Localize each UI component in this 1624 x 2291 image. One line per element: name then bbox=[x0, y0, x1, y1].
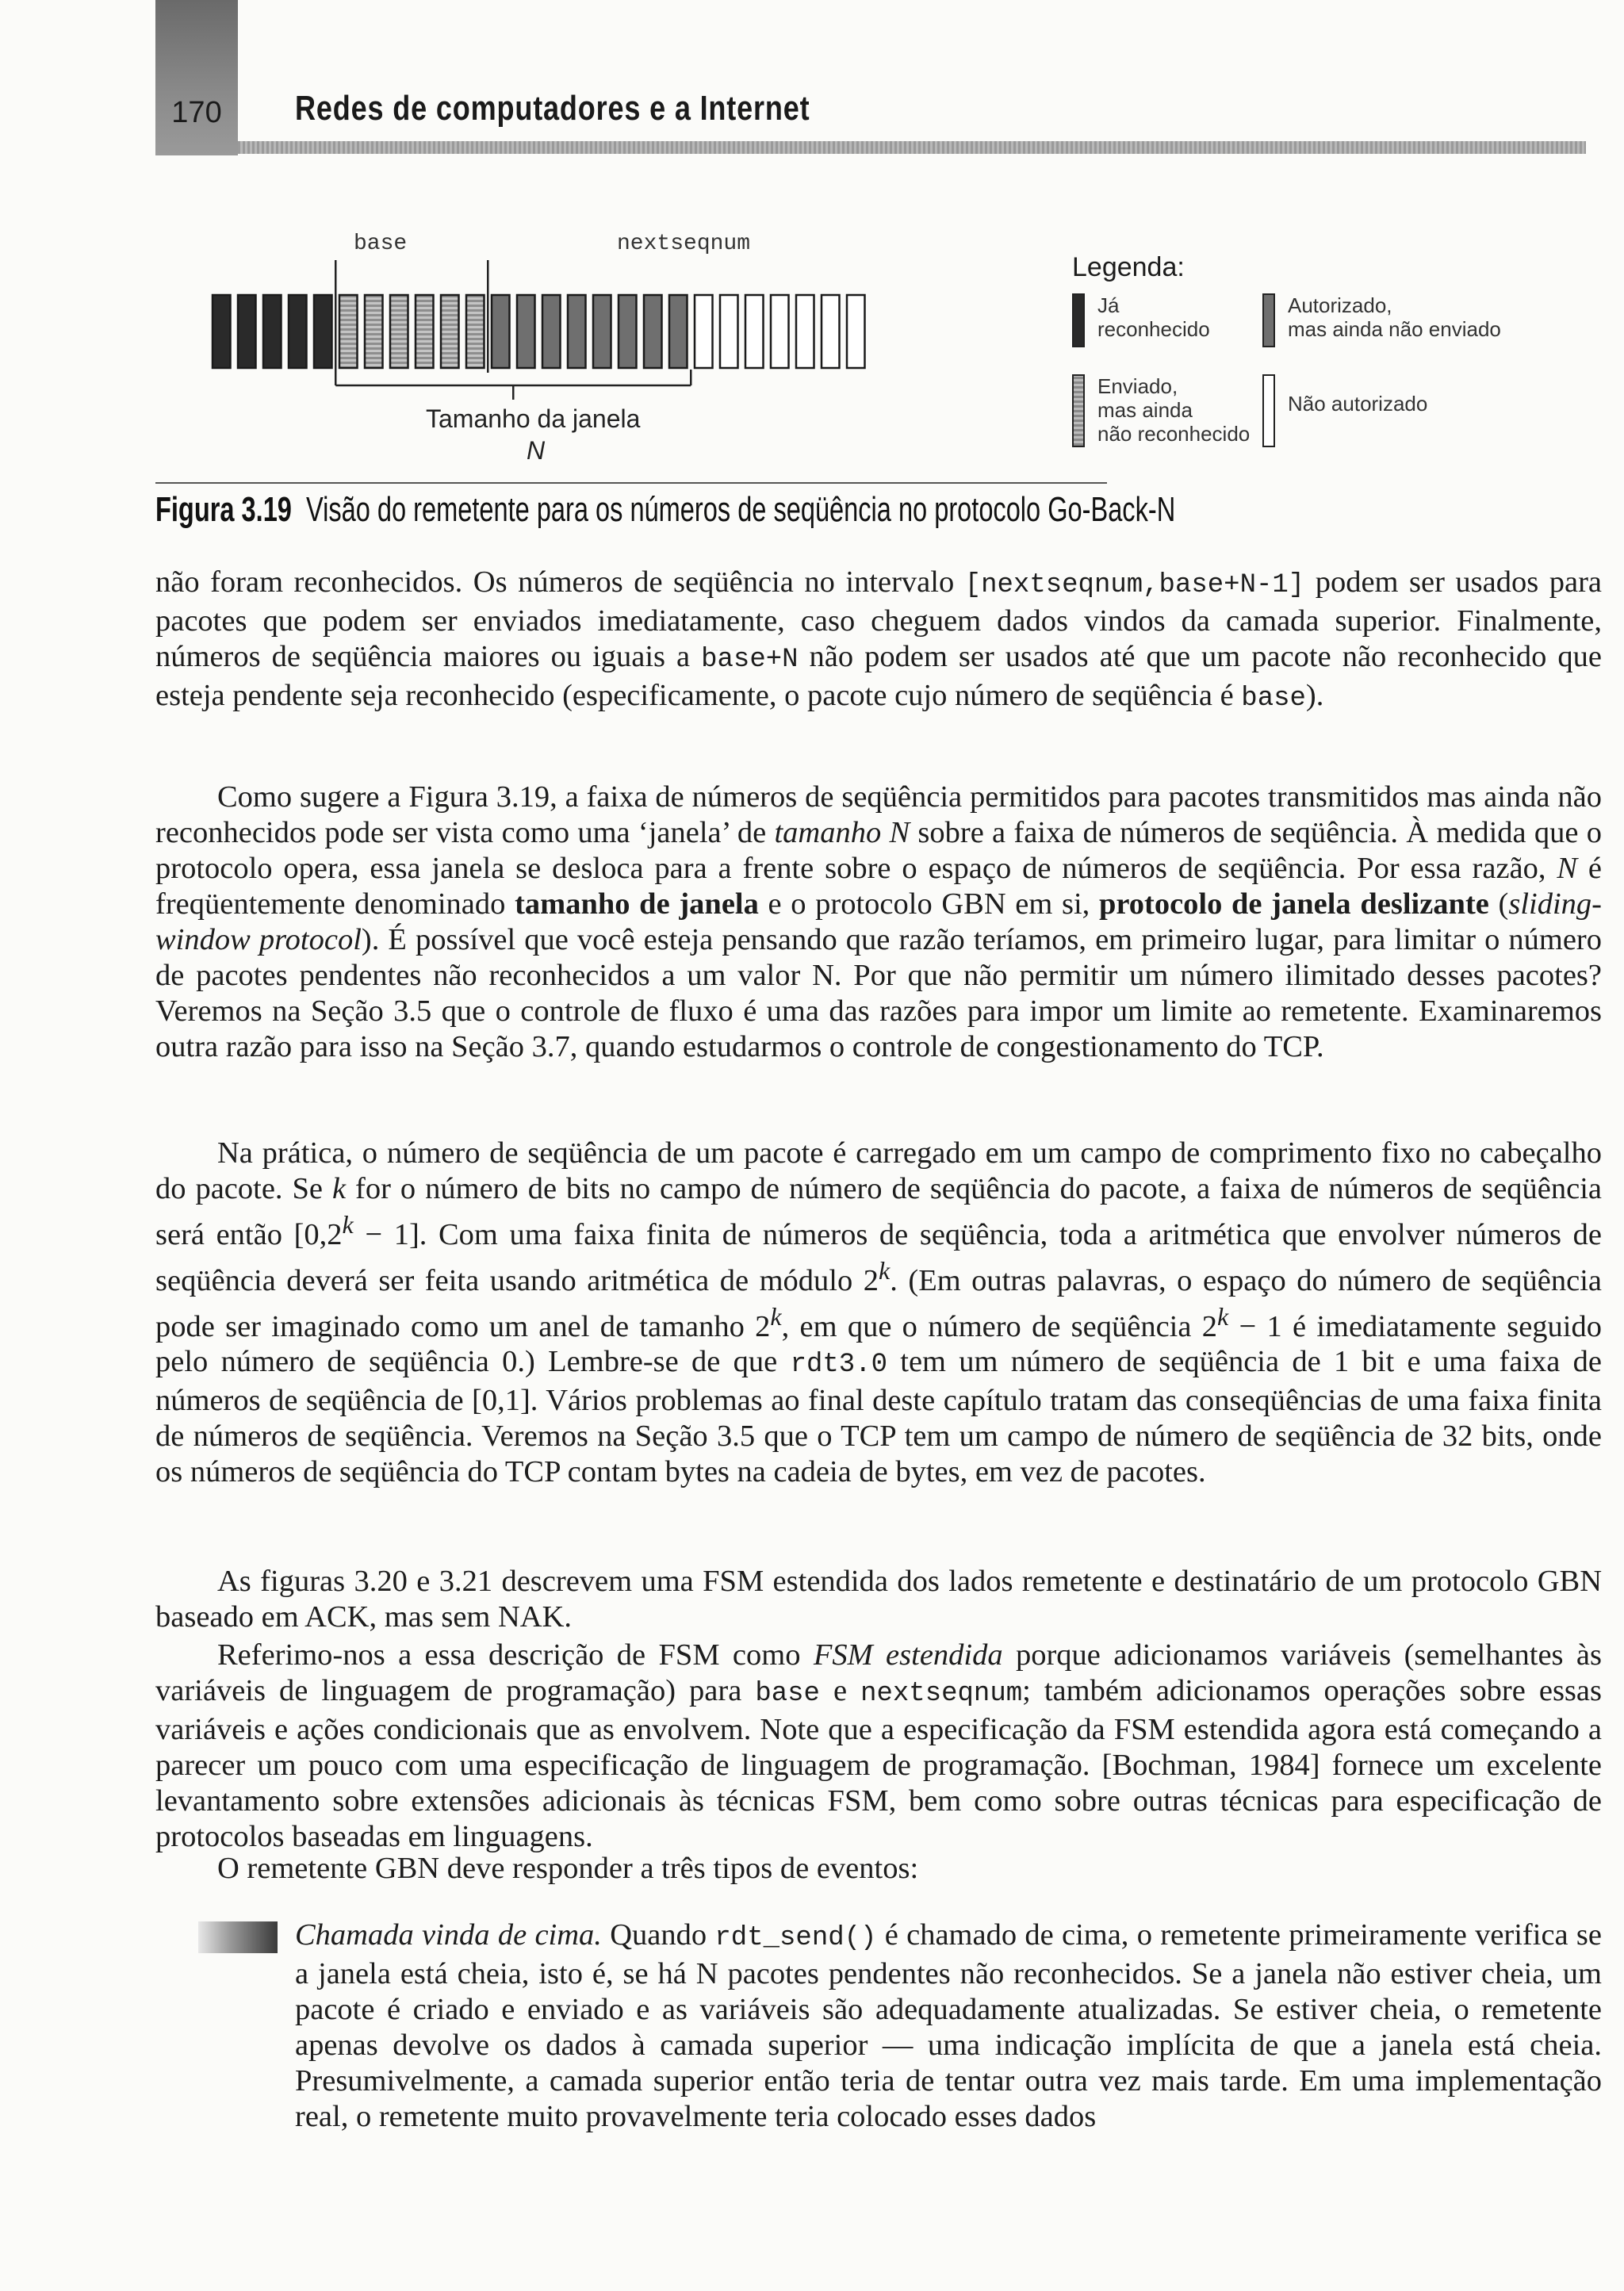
seq-cell-none bbox=[822, 295, 840, 368]
seq-cell-sent bbox=[441, 295, 459, 368]
paragraph-6: O remetente GBN deve responder a três tipos de eventos: bbox=[217, 1852, 919, 1885]
seq-cell-usable bbox=[568, 295, 586, 368]
seq-cell-usable bbox=[492, 295, 510, 368]
legend-swatch-sent bbox=[1072, 374, 1085, 447]
bullet-marker bbox=[198, 1921, 278, 1953]
base-label: base bbox=[354, 232, 408, 256]
seq-cell-acked bbox=[314, 295, 332, 368]
legend-title: Legenda: bbox=[1072, 252, 1185, 282]
paragraph-3: Na prática, o número de seqüência de um pacote é carregado em um campo de comprimento fixo no cabeçalho do pacote. Se k for o número de bits no campo de número de seqüência do pacote, a faixa de números de seqüência será então $[0,2^k - 1]$. Com uma faixa finita de números de seqüência, toda a aritmética que envolver números de seqüência deverá ser feita usando aritmética de módulo 2$^k$. (Em outras palavras, o espaço do número de seqüência pode ser imaginado como um anel de tamanho 2$^k$, em que o número de seqüência $2^k - 1$ é imediatamente seguido pelo número de seqüência 0.) Lembre-se de que rdt3.0 tem um número de seqüência de 1 bit e uma faixa de números de seqüência de [0,1]. Vários problemas ao final deste capítulo tratam das conseqüências de uma faixa finita de números de seqüência. Veremos na Seção 3.5 que o TCP tem um campo de número de seqüência de 32 bits, onde os números de seqüência do TCP contam bytes na cadeia de bytes, em vez de pacotes. bbox=[155, 1136, 1602, 1489]
paragraph-2: Como sugere a Figura 3.19, a faixa de números de seqüência permitidos para pacotes transmitidos mas ainda não reconhecidos pode ser vista como uma ‘janela’ de tamanho N sobre a faixa de números de seqüência. À medida que o protocolo opera, essa janela se desloca para a frente sobre o espaço de números de seqüência. Por essa razão, N é freqüentemente denominado tamanho de janela e o protocolo GBN em si, protocolo de janela deslizante (sliding-window protocol). É possível que você esteja pensando que razão teríamos, em primeiro lugar, para limitar o número de pacotes pendentes não reconhecidos a um valor N. Por que não permitir um número ilimitado desses pacotes? Veremos na Seção 3.5 que o controle de fluxo é uma das razões para impor um limite ao remetente. Examinaremos outra razão para isso na Seção 3.7, quando estudarmos o controle de congestionamento do TCP. bbox=[155, 780, 1603, 1063]
seq-cell-usable bbox=[593, 295, 611, 368]
seq-cell-sent bbox=[339, 295, 358, 368]
legend-swatch-usable bbox=[1262, 293, 1275, 347]
window-size-label: Tamanho da janela bbox=[426, 404, 641, 433]
legend-usable: Autorizado, mas ainda não enviado bbox=[1288, 293, 1501, 341]
figure-caption bbox=[155, 490, 1175, 530]
seq-cell-acked bbox=[238, 295, 256, 368]
seq-cell-none bbox=[695, 295, 713, 368]
legend-swatch-not-usable bbox=[1262, 374, 1275, 447]
seq-cell-none bbox=[847, 295, 865, 368]
caption-text: Visão do remetente para os números de seqüência no protocolo Go-Back-N bbox=[306, 490, 1176, 529]
window-size-symbol: N bbox=[527, 436, 546, 465]
seq-cell-usable bbox=[517, 295, 535, 368]
seq-cell-none bbox=[771, 295, 789, 368]
caption-number: Figura 3.19 bbox=[155, 490, 292, 529]
list-item-call-from-above: Chamada vinda de cima. Quando rdt_send() é chamado de cima, o remetente primeiramente verifica se a janela está cheia, isto é, se há N pacotes pendentes não reconhecidos. Se a janela não estiver cheia, um pacote é criado e enviado e as variáveis são adequadamente atualizadas. Se estiver cheia, o remetente apenas devolve os dados à camada superior — uma indicação implícita de que a janela está cheia. Presumivelmente, a camada superior então teria de tentar outra vez mais tarde. Em uma implementação real, o remetente muito provavelmente teria colocado esses dados bbox=[295, 1918, 1602, 2133]
seq-cell-usable bbox=[619, 295, 637, 368]
seq-cell-acked bbox=[289, 295, 307, 368]
paragraph-5: Referimo-nos a essa descrição de FSM como FSM estendida porque adicionamos variáveis (semelhantes às variáveis de linguagem de programação) para base e nextseqnum; também adicionamos operações sobre essas variáveis e ações condicionais que as envolvem. Note que a especificação da FSM estendida agora está começando a parecer um pouco com uma especificação de linguagem de programação. [Bochman, 1984] fornece um excelente levantamento sobre extensões adicionais às técnicas FSM, bem como sobre outras técnicas para especificação de protocolos baseadas em linguagens. bbox=[155, 1638, 1602, 1853]
seq-cell-sent bbox=[365, 295, 383, 368]
seq-cell-none bbox=[796, 295, 814, 368]
seq-cell-none bbox=[720, 295, 738, 368]
seq-cell-sent bbox=[466, 295, 485, 368]
seq-cell-acked bbox=[213, 295, 231, 368]
seq-cell-sent bbox=[390, 295, 408, 368]
seq-cell-usable bbox=[542, 295, 561, 368]
seq-cell-none bbox=[745, 295, 764, 368]
legend-acked: Já reconhecido bbox=[1097, 293, 1210, 341]
seq-cell-sent bbox=[416, 295, 434, 368]
legend-sent: Enviado, mas ainda não reconhecido bbox=[1097, 374, 1251, 446]
page-number: 170 bbox=[155, 0, 238, 155]
legend-not-usable: Não autorizado bbox=[1288, 392, 1428, 416]
nextseqnum-label: nextseqnum bbox=[617, 232, 751, 256]
seq-cell-acked bbox=[263, 295, 282, 368]
paragraph-1: não foram reconhecidos. Os números de seqüência no intervalo [nextseqnum,base+N-1] podem ser usados para pacotes que podem ser enviados imediatamente, caso cheguem dados vindos da camada superior. Finalmente, números de seqüência maiores ou iguais a base+N não podem ser usados até que um pacote não reconhecido que esteja pendente seja reconhecido (especificamente, o pacote cujo número de seqüência é base). bbox=[155, 565, 1603, 714]
book-title: Redes de computadores e a Internet bbox=[295, 89, 810, 128]
legend-swatch-acked bbox=[1072, 293, 1085, 347]
seq-cell-usable bbox=[644, 295, 662, 368]
paragraph-4: As figuras 3.20 e 3.21 descrevem uma FSM estendida dos lados remetente e destinatário de um protocolo GBN baseado em ACK, mas sem NAK. bbox=[155, 1565, 1602, 1634]
seq-cell-usable bbox=[669, 295, 688, 368]
figure-rule bbox=[155, 482, 1107, 484]
